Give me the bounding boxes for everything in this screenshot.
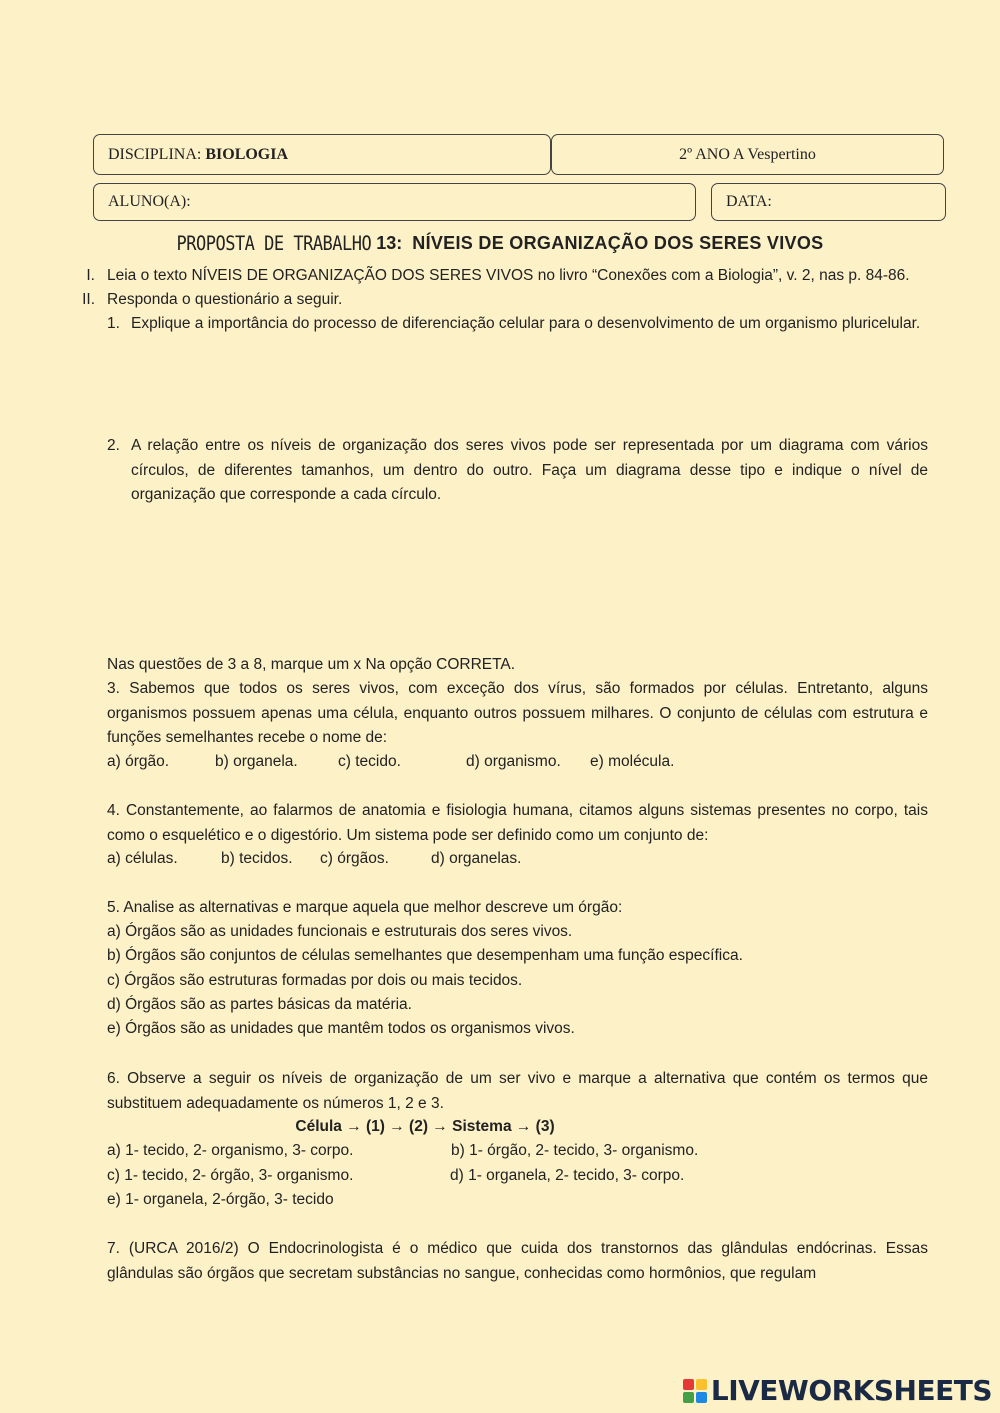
- q3-option-a[interactable]: a) órgão.: [107, 753, 170, 770]
- question-5-text: 5. Analise as alternativas e marque aquela que melhor descreve um órgão:: [107, 899, 623, 916]
- question-4-text: 4. Constantemente, ao falarmos de anatomia e fisiologia humana, citamos alguns sistemas presentes no corpo, tais como o esquelético e o digestório. Um sistema pode ser definido como um conjunto de:: [107, 802, 928, 844]
- q5-option-e[interactable]: e) Órgãos são as unidades que mantêm todos os organismos vivos.: [107, 1020, 575, 1037]
- q6-sequence: Célula → (1) → (2) → Sistema → (3): [295, 1118, 555, 1135]
- question-2-text: A relação entre os níveis de organização dos seres vivos pode ser representada por um diagrama com vários círculos, de diferentes tamanhos, um dentro do outro. Faça um diagrama desse tipo e indique o nível de organização que corresponde a cada círculo.: [131, 437, 928, 503]
- liveworksheets-logo[interactable]: [683, 1374, 992, 1407]
- instruction-text: Responda o questionário a seguir.: [107, 291, 343, 308]
- discipline-label: DISCIPLINA:: [108, 145, 202, 163]
- date-label: DATA:: [726, 193, 772, 210]
- class-info: 2º ANO A Vespertino: [679, 145, 816, 163]
- instruction-number: I.: [86, 267, 95, 284]
- proposal-title: NÍVEIS DE ORGANIZAÇÃO DOS SERES VIVOS: [412, 233, 824, 253]
- instruction-number: II.: [82, 291, 95, 308]
- discipline-box: [93, 134, 551, 175]
- question-number: 2.: [107, 437, 120, 454]
- q3-option-d[interactable]: d) organismo.: [466, 753, 561, 770]
- question-6-text: 6. Observe a seguir os níveis de organização de um ser vivo e marque a alternativa que contém os termos que substituem adequadamente os números 1, 2 e 3.: [107, 1070, 928, 1112]
- q6-option-a[interactable]: a) 1- tecido, 2- organismo, 3- corpo.: [107, 1142, 354, 1159]
- logo-square: [696, 1379, 707, 1390]
- q6-option-c[interactable]: c) 1- tecido, 2- órgão, 3- organismo.: [107, 1167, 354, 1184]
- logo-grid-icon: [683, 1379, 707, 1403]
- q4-option-d[interactable]: d) organelas.: [431, 850, 522, 867]
- question-number: 1.: [107, 315, 120, 332]
- logo-text: LIVEWORKSHEETS: [710, 1374, 992, 1407]
- q6-option-b[interactable]: b) 1- órgão, 2- tecido, 3- organismo.: [451, 1142, 699, 1159]
- student-box[interactable]: [93, 183, 696, 221]
- q4-option-c[interactable]: c) órgãos.: [320, 850, 389, 867]
- question-7-text: 7. (URCA 2016/2) O Endocrinologista é o médico que cuida dos transtornos das glândulas endócrinas. Essas glândulas são órgãos que secretam substâncias no sangue, conhecidas como hormônios, que regulam: [107, 1240, 928, 1282]
- logo-square: [683, 1379, 694, 1390]
- q5-option-c[interactable]: c) Órgãos são estruturas formadas por dois ou mais tecidos.: [107, 972, 523, 989]
- proposal-prefix: PROPOSTA DE TRABALHO: [176, 232, 372, 256]
- instruction-text: Leia o texto NÍVEIS DE ORGANIZAÇÃO DOS SERES VIVOS no livro “Conexões com a Biologia”, v. 2, nas p. 84-86.: [107, 267, 910, 284]
- question-3-text: 3. Sabemos que todos os seres vivos, com exceção dos vírus, são formados por células. Entretanto, alguns organismos possuem apenas uma célula, enquanto outros possuem milhares. O conjunto de células com estrutura e funções semelhantes recebe o nome de:: [107, 680, 928, 746]
- q5-option-b[interactable]: b) Órgãos são conjuntos de células semelhantes que desempenham uma função específica.: [107, 947, 743, 964]
- q4-option-a[interactable]: a) células.: [107, 850, 178, 867]
- class-info-box: [551, 134, 944, 175]
- proposal-heading: [0, 233, 1000, 254]
- q5-option-d[interactable]: d) Órgãos são as partes básicas da matéria.: [107, 996, 412, 1013]
- logo-square: [683, 1392, 694, 1403]
- question-1-text: Explique a importância do processo de diferenciação celular para o desenvolvimento de um organismo pluricelular.: [131, 315, 921, 332]
- date-box[interactable]: [711, 183, 946, 221]
- mc-instruction: Nas questões de 3 a 8, marque um x Na opção CORRETA.: [107, 656, 516, 673]
- q5-option-a[interactable]: a) Órgãos são as unidades funcionais e estruturais dos seres vivos.: [107, 923, 573, 940]
- q3-option-c[interactable]: c) tecido.: [338, 753, 401, 770]
- proposal-number: 13:: [376, 233, 403, 253]
- q3-option-e[interactable]: e) molécula.: [590, 753, 675, 770]
- logo-square: [696, 1392, 707, 1403]
- discipline-value: BIOLOGIA: [205, 145, 289, 163]
- student-label: ALUNO(A):: [108, 193, 191, 210]
- q4-option-b[interactable]: b) tecidos.: [221, 850, 293, 867]
- q6-option-e[interactable]: e) 1- organela, 2-órgão, 3- tecido: [107, 1191, 334, 1208]
- q3-option-b[interactable]: b) organela.: [215, 753, 298, 770]
- q6-option-d[interactable]: d) 1- organela, 2- tecido, 3- corpo.: [450, 1167, 685, 1184]
